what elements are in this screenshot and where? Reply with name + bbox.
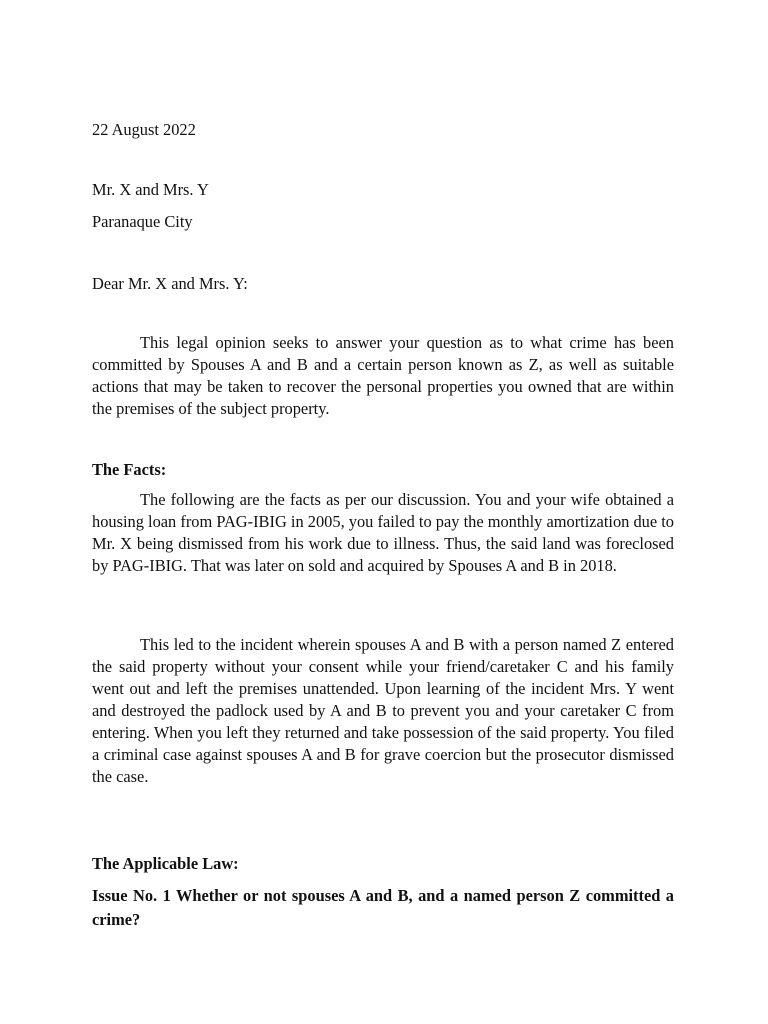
salutation: Dear Mr. X and Mrs. Y: — [92, 274, 248, 293]
issue-1: Issue No. 1 Whether or not spouses A and B, and a named person Z committed a crime? — [92, 886, 674, 929]
law-heading: The Applicable Law: — [92, 854, 239, 873]
facts-paragraph-2: This led to the incident wherein spouses A and B with a person named Z entered the said property without your consent while your friend/caretaker C and his family went out and left the premises unattended. Upon learning of the incident Mrs. Y went and destroyed the padlock used by A and B to prevent you and your caretaker C from entering. When you left they returned and take possession of the said property. You filed a criminal case against spouses A and B for grave coercion but the prosecutor dismissed the case. — [92, 635, 674, 786]
facts-heading: The Facts: — [92, 460, 167, 479]
recipient-name: Mr. X and Mrs. Y — [92, 180, 209, 199]
facts-paragraph-1: The following are the facts as per our discussion. You and your wife obtained a housing loan from PAG-IBIG in 2005, you failed to pay the monthly amortization due to Mr. X being dismissed from his work due to illness. Thus, the said land was foreclosed by PAG-IBIG. That was later on sold and acquired by Spouses A and B in 2018. — [92, 490, 674, 575]
recipient-city: Paranaque City — [92, 212, 193, 231]
letter-date: 22 August 2022 — [92, 120, 196, 139]
intro-paragraph: This legal opinion seeks to answer your question as to what crime has been committed by Spouses A and B and a certain person known as Z, as well as suitable actions that may be taken to recover the personal properties you owned that are within the premises of the subject property. — [92, 333, 674, 418]
